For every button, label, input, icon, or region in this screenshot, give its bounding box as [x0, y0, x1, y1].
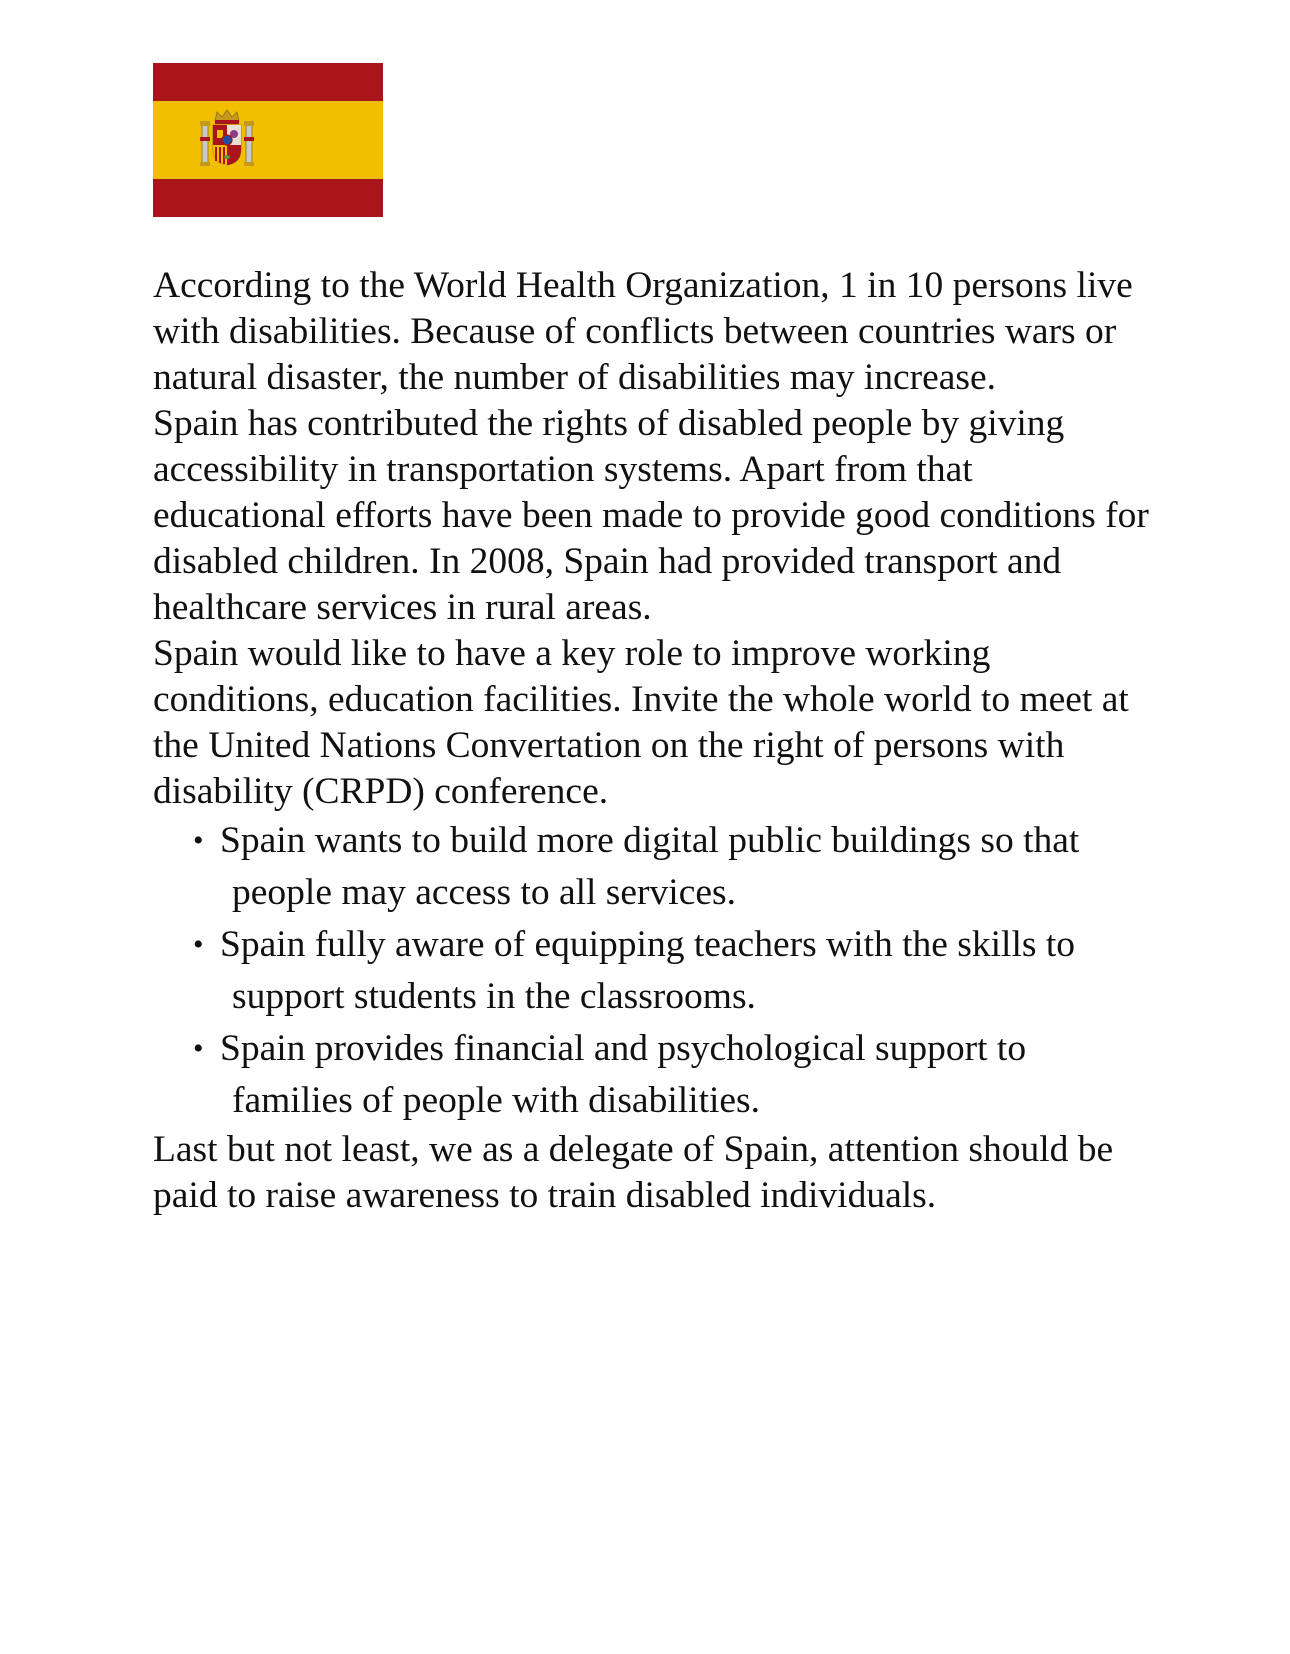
bullet-icon: •: [193, 928, 204, 961]
list-item: [193, 919, 1153, 1023]
bullet-line-1: Spain wants to build more digital public buildings so that: [220, 820, 1080, 861]
paragraph-contributions: Spain has contributed the rights of disabled people by giving accessibility in transportation systems. Apart from that educational efforts have been made to provide good conditions for disabled children. In 2008, Spain had provided transport and healthcare services in rural areas.: [153, 403, 1149, 628]
bullet-line-2: families of people with disabilities.: [232, 1080, 761, 1121]
spain-flag-icon: [153, 63, 383, 217]
list-item: [193, 1023, 1153, 1127]
bullet-line-1: Spain provides financial and psychological support to: [220, 1028, 1027, 1069]
bullet-line-2: support students in the classrooms.: [232, 976, 756, 1017]
paragraph-intro: According to the World Health Organization, 1 in 10 persons live with disabilities. Because of conflicts between countries wars or natural disaster, the number of disabilities may increase.: [153, 265, 1133, 398]
paragraph-closing: Last but not least, we as a delegate of Spain, attention should be paid to raise awareness to train disabled individuals.: [153, 1129, 1114, 1216]
list-item: [193, 815, 1153, 919]
bullet-line-2: people may access to all services.: [232, 872, 736, 913]
bullet-icon: •: [193, 824, 204, 857]
paragraph-role: Spain would like to have a key role to improve working conditions, education facilities. Invite the whole world to meet at the United Nations Convertation on the right of persons with disability (CRPD) conference.: [153, 633, 1129, 812]
bullet-list: [153, 815, 1153, 1127]
bullet-line-1: Spain fully aware of equipping teachers with the skills to: [220, 924, 1076, 965]
bullet-icon: •: [193, 1032, 204, 1065]
document-body: [153, 263, 1153, 1219]
